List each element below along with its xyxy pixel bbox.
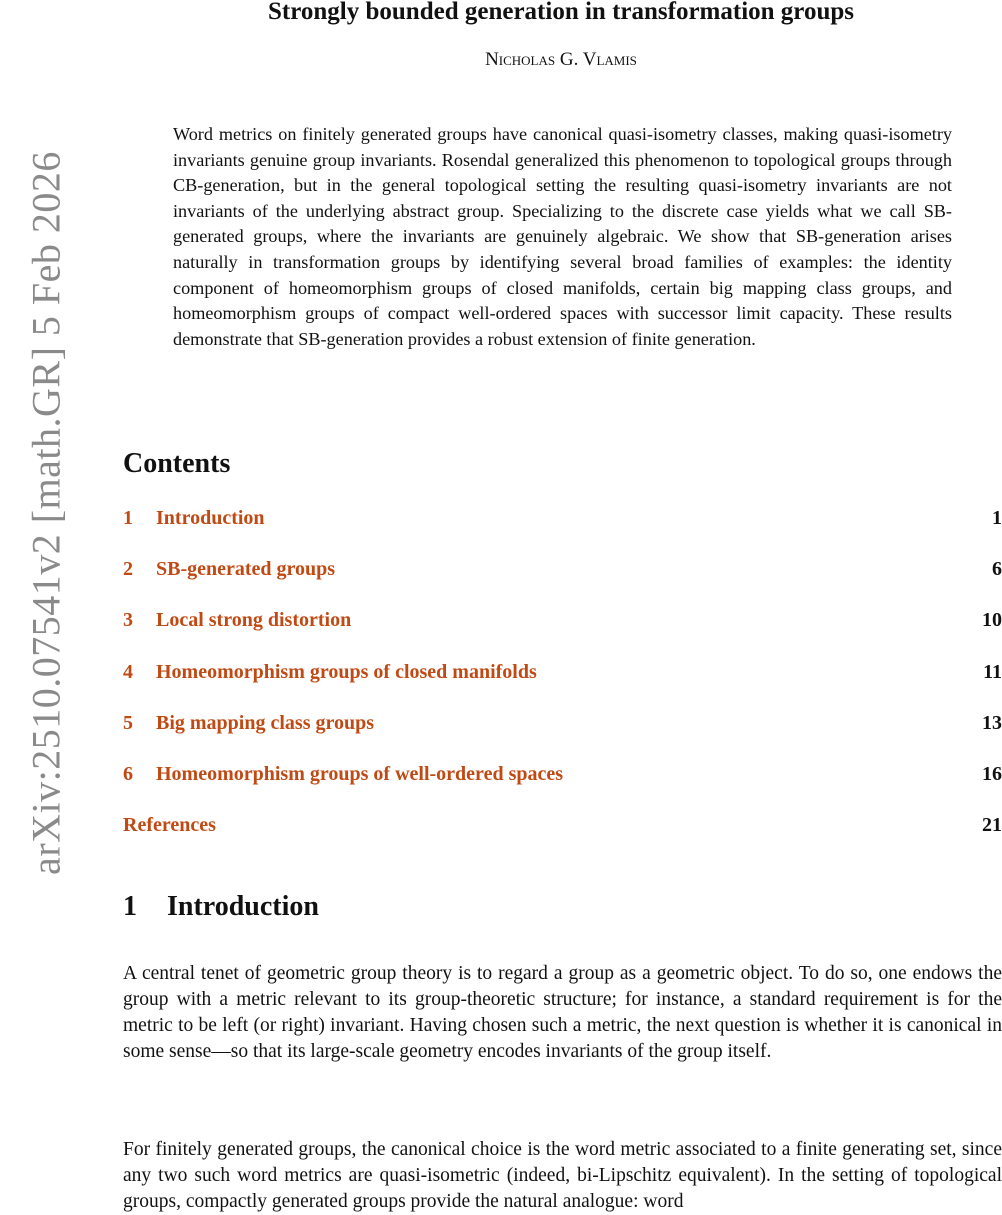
body-paragraph: A central tenet of geometric group theory is to regard a group as a geometric object. To do so, one endows the group with a metric relevant to its group-theoretic structure; for instance, a standard requirement is for the metric to be left (or right) invariant. Having chosen such a metric, the next question is whether it is canonical in some sense—so that its large-scale geometry encodes invariants of the group itself. [123,963,1002,1062]
toc-label: Homeomorphism groups of closed manifolds [156,660,537,683]
toc-page-number: 13 [982,711,1002,734]
toc-number: 3 [123,609,133,632]
toc-number: 5 [123,711,133,734]
toc-label: Local strong distortion [156,609,352,632]
toc-entry [123,810,1002,861]
toc-page-number: 6 [992,558,1002,581]
toc-number: 2 [123,558,133,581]
toc-number: 4 [123,660,133,683]
toc-entry [123,605,1002,656]
toc-link-local-strong-distortion[interactable] [123,609,351,631]
section-number: 1 [123,891,137,922]
toc-number: 1 [123,507,133,529]
toc-entry [123,759,1002,810]
section-heading-introduction [123,889,319,925]
toc-link-big-mapping-class-groups[interactable] [123,712,374,734]
contents-heading: Contents [123,448,231,479]
toc-entry [123,554,1002,605]
toc-link-references[interactable] [123,814,216,836]
toc-label: References [123,814,216,837]
arxiv-stamp: arXiv:2510.07541v2 [math.GR] 5 Feb 2026 [23,151,69,875]
toc-entry [123,657,1002,708]
paper-title: Strongly bounded generation in transformation groups [268,0,854,25]
toc-page-number: 1 [992,507,1002,529]
table-of-contents [123,503,1002,861]
toc-page-number: 10 [982,609,1002,632]
toc-page-number: 11 [983,660,1002,683]
author-name-text: Nicholas G. Vlamis [485,49,637,70]
toc-label: Homeomorphism groups of well-ordered spaces [156,762,564,785]
toc-label: Introduction [156,507,265,529]
toc-link-sb-generated-groups[interactable] [123,558,335,580]
body-paragraph: For finitely generated groups, the canonical choice is the word metric associated to a finite generating set, since any two such word metrics are quasi-isometric (indeed, bi-Lipschitz equivalent). In the setting of topological groups, compactly generated groups provide the natural analogue: word [123,1139,1002,1212]
toc-entry [123,503,1002,554]
toc-link-introduction[interactable] [123,507,265,529]
toc-link-closed-manifolds[interactable] [123,661,537,683]
toc-page-number: 21 [982,814,1002,837]
toc-entry [123,708,1002,759]
section-title: Introduction [167,891,319,922]
toc-link-well-ordered-spaces[interactable] [123,763,563,785]
toc-page-number: 16 [982,762,1002,785]
toc-label: Big mapping class groups [156,711,375,734]
toc-label: SB-generated groups [156,558,336,581]
toc-number: 6 [123,762,133,785]
author-name [0,48,1002,72]
abstract: Word metrics on finitely generated groups have canonical quasi-isometry classes, making quasi-isometry invariants genuine group invariants. Rosendal generalized this phenomenon to topological groups through CB-generation, but in the general topological setting the resulting quasi-isometry invariants are not invariants of the underlying abstract group. Specializing to the discrete case yields what we call SB-generated groups, where the invariants are genuinely algebraic. We show that SB-generation arises naturally in transformation groups by identifying several broad families of examples: the identity component of homeomorphism groups of closed manifolds, certain big mapping class groups, and homeomorphism groups of compact well-ordered spaces with successor limit capacity. These results demonstrate that SB-generation provides a robust extension of finite generation. [173,124,952,349]
